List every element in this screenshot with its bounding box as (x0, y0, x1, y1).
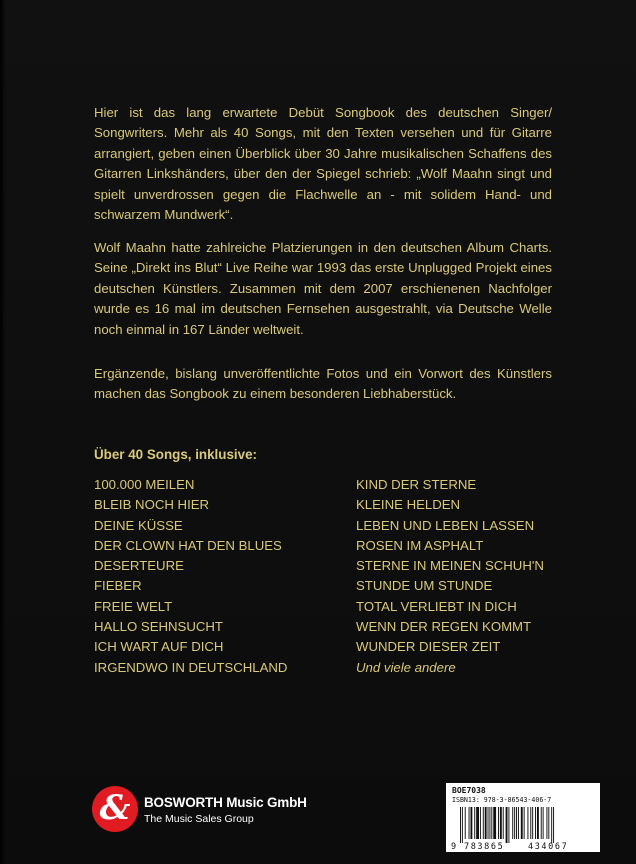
barcode-bar (506, 807, 508, 843)
barcode-bar (512, 807, 513, 839)
song-item: KLEINE HELDEN (356, 497, 461, 513)
song-item: DER CLOWN HAT DEN BLUES (94, 537, 282, 553)
barcode-bar (470, 807, 472, 839)
barcode-bar (553, 807, 554, 843)
barcode-bar (474, 807, 475, 839)
barcode-bar (476, 807, 479, 839)
barcode-bar (485, 807, 487, 839)
song-item: BLEIB NOCH HIER (94, 497, 210, 513)
description-paragraph-3 (94, 364, 552, 405)
barcode-digits-right: 434067 (528, 842, 569, 851)
barcode-label (446, 783, 600, 852)
barcode-digits-left: 783865 (464, 842, 505, 851)
description-paragraph-2 (94, 238, 552, 340)
paragraph-text: Wolf Maahn hatte zahlreiche Platzierungen in den deutschen Album Charts. Seine „Direkt ins Blut“ Live Reihe war 1993 das erste Unplugged Projekt eines deutschen Künstlers. Zusammen mit dem 2007 erschienenen Nachfolger wurde es 16 mal im deutschen Fernsehen ausgestrahlt, via Deutsche Welle noch einmal in 167 Länder weltweit. (94, 240, 552, 337)
barcode-bar (524, 807, 525, 839)
song-item: WENN DER REGEN KOMMT (356, 619, 532, 635)
song-item: FREIE WELT (94, 598, 173, 614)
barcode-bar (527, 807, 528, 839)
product-code: BOE7038 (452, 786, 486, 795)
publisher-name: BOSWORTH Music GmbH (144, 795, 307, 810)
song-item: DEINE KÜSSE (94, 517, 183, 533)
more-songs-note: Und viele andere (356, 659, 456, 675)
barcode-bar (469, 807, 470, 839)
barcode-bar (546, 807, 547, 839)
barcode-bar (483, 807, 484, 839)
barcode-bar (493, 807, 496, 839)
barcode-bar (543, 807, 544, 839)
song-item: IRGENDWO IN DEUTSCHLAND (94, 659, 288, 675)
song-item: DESERTEURE (94, 558, 184, 574)
barcode-bar (491, 807, 492, 839)
barcode-bar (516, 807, 517, 839)
barcode-bar (503, 807, 504, 839)
song-item: FIEBER (94, 578, 142, 594)
song-item: STERNE IN MEINEN SCHUH'N (356, 558, 544, 574)
song-item: 100.000 MEILEN (94, 477, 195, 492)
barcode-bar (548, 807, 549, 839)
barcode-bar (521, 807, 523, 839)
barcode-bar (488, 807, 489, 839)
barcode-graphic (450, 807, 596, 851)
song-item: KIND DER STERNE (356, 477, 477, 492)
barcode-bar (462, 807, 463, 843)
paragraph-text: Ergänzende, bislang unveröffentlichte Fotos und ein Vorwort des Künstlers machen das Songbook zu einem besonderen Liebhaberstück. (94, 366, 552, 402)
publisher-group: The Music Sales Group (144, 813, 254, 825)
barcode-bar (500, 807, 502, 839)
barcode-bar (460, 807, 461, 843)
isbn-text: ISBN13: 978-3-86543-406-7 (452, 796, 552, 804)
barcode-bar (498, 807, 499, 839)
barcode-bar (530, 807, 531, 839)
barcode-bar (508, 807, 509, 843)
barcode-bar (489, 807, 490, 839)
barcode-bar (480, 807, 481, 839)
song-item: STUNDE UM STUNDE (356, 578, 493, 594)
song-item: HALLO SEHNSUCHT (94, 619, 223, 635)
barcode-bar (541, 807, 542, 839)
publisher-block (92, 786, 352, 838)
song-list-left (94, 475, 287, 678)
song-item: LEBEN UND LEBEN LASSEN (356, 517, 535, 533)
song-item: TOTAL VERLIEBT IN DICH (356, 598, 517, 614)
publisher-logo-icon (92, 786, 138, 832)
paragraph-text: Hier ist das lang erwartete Debüt Songbook des deutschen Singer/ Songwriters. Mehr als 40 Songs, mit den Texten versehen und für Gitarre arrangiert, geben einen Überblick über 30 Jahre musikalischen Schaffens des Gitarren Linkshänders, über den der Spiegel schrieb: „Wolf Maahn singt und spielt unverdrossen gegen die Flachwelle an - mit solidem Hand- und schwarzem Mundwerk“. (94, 105, 552, 223)
ampersand-glyph: & (99, 788, 131, 828)
song-item: WUNDER DIESER ZEIT (356, 639, 501, 655)
barcode-bar (551, 807, 552, 843)
barcode-bars (460, 807, 554, 843)
barcode-bar (535, 807, 536, 839)
song-item: ICH WART AUF DICH (94, 639, 224, 655)
barcode-bar (465, 807, 466, 839)
barcode-bar (518, 807, 519, 839)
barcode-bar (514, 807, 515, 839)
spine-shadow (0, 0, 6, 864)
song-list-right (356, 475, 544, 678)
barcode-bar (532, 807, 533, 839)
barcode-bar (537, 807, 539, 839)
barcode-digit-prefix: 9 (451, 842, 457, 851)
song-item: ROSEN IM ASPHALT (356, 537, 484, 553)
description-paragraph-1 (94, 103, 552, 225)
songs-heading: Über 40 Songs, inklusive: (94, 447, 257, 462)
